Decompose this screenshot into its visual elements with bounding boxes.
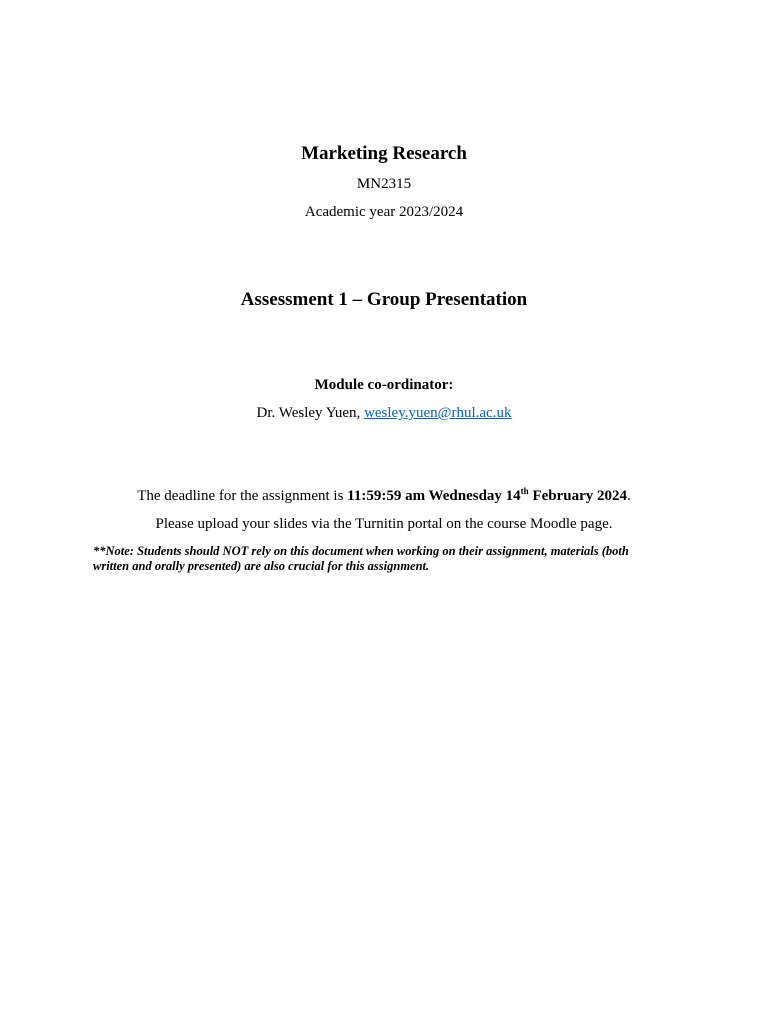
upload-instruction: Please upload your slides via the Turnitin portal on the course Moodle page. [155,516,613,532]
note-line-2: written and orally presented) are also crucial for this assignment. [93,559,430,573]
deadline-line [0,488,768,505]
coordinator-email-link[interactable]: wesley.yuen@rhul.ac.uk [364,405,512,421]
deadline-suffix: . [627,488,631,504]
deadline-ordinal: th [520,486,529,496]
note-line-1: **Note: Students should NOT rely on this document when working on their assignment, materials (both [93,544,629,558]
coordinator-line [0,405,768,422]
coordinator-name: Dr. Wesley Yuen, [256,405,365,421]
coordinator-label: Module co-ordinator: [314,377,454,393]
deadline-prefix: The deadline for the assignment is [137,488,348,504]
deadline-month-year: February 2024 [528,488,628,504]
deadline-time-day: 11:59:59 am Wednesday 14 [347,488,521,504]
disclaimer-note [93,544,663,574]
assessment-title: Assessment 1 – Group Presentation [240,289,528,310]
module-code: MN2315 [356,176,412,192]
document-title: Marketing Research [301,143,467,164]
academic-year: Academic year 2023/2024 [304,204,464,220]
